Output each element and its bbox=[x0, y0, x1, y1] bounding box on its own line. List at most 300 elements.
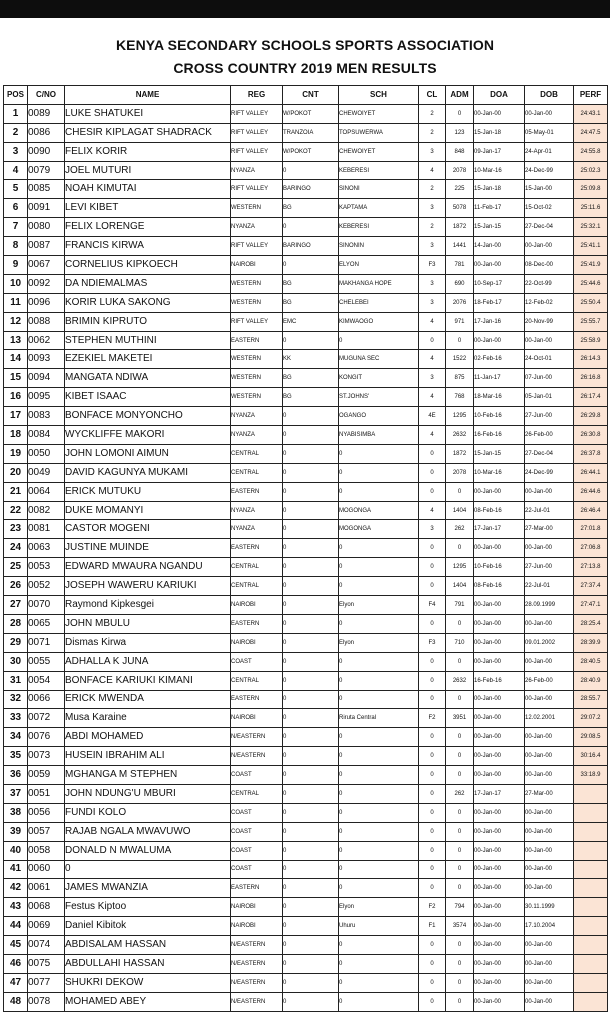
cell-cl: 0 bbox=[419, 954, 446, 973]
cell-name: HUSEIN IBRAHIM ALI bbox=[65, 747, 231, 766]
cell-perf: 29:08.5 bbox=[574, 728, 608, 747]
cell-perf: 28:40.5 bbox=[574, 652, 608, 671]
table-row bbox=[4, 369, 608, 388]
cell-doa: 00-Jan-00 bbox=[474, 747, 525, 766]
cell-cnt: BG bbox=[283, 293, 339, 312]
table-row bbox=[4, 463, 608, 482]
cell-adm: 0 bbox=[446, 936, 474, 955]
cell-dob: 26-Feb-00 bbox=[525, 426, 574, 445]
cell-dob: 27-Mar-00 bbox=[525, 520, 574, 539]
cell-sch: 0 bbox=[339, 766, 419, 785]
cell-cnt: BARINGO bbox=[283, 180, 339, 199]
cell-reg: WESTERN bbox=[231, 274, 283, 293]
cell-dob: 15-Jan-00 bbox=[525, 180, 574, 199]
cell-cno: 0074 bbox=[28, 936, 65, 955]
cell-cl: 3 bbox=[419, 142, 446, 161]
cell-dob: 05-May-01 bbox=[525, 123, 574, 142]
cell-cnt: 0 bbox=[283, 501, 339, 520]
cell-name: JUSTINE MUINDE bbox=[65, 539, 231, 558]
cell-sch: OGANGO bbox=[339, 407, 419, 426]
cell-cnt: 0 bbox=[283, 973, 339, 992]
cell-sch: 0 bbox=[339, 690, 419, 709]
cell-pos: 12 bbox=[4, 312, 28, 331]
cell-pos: 25 bbox=[4, 558, 28, 577]
table-row bbox=[4, 104, 608, 123]
cell-cl: 0 bbox=[419, 841, 446, 860]
table-row bbox=[4, 954, 608, 973]
cell-sch: ELYON bbox=[339, 256, 419, 275]
cell-name: JOHN NDUNG'U MBURI bbox=[65, 784, 231, 803]
cell-reg: CENTRAL bbox=[231, 444, 283, 463]
cell-doa: 00-Jan-00 bbox=[474, 331, 525, 350]
cell-perf: 26:44.1 bbox=[574, 463, 608, 482]
table-row bbox=[4, 766, 608, 785]
cell-cnt: 0 bbox=[283, 766, 339, 785]
table-row bbox=[4, 237, 608, 256]
cell-perf: 30:16.4 bbox=[574, 747, 608, 766]
cell-doa: 10-Mar-16 bbox=[474, 161, 525, 180]
cell-adm: 225 bbox=[446, 180, 474, 199]
cell-adm: 0 bbox=[446, 747, 474, 766]
cell-name: ABDISALAM HASSAN bbox=[65, 936, 231, 955]
table-row bbox=[4, 709, 608, 728]
cell-doa: 00-Jan-00 bbox=[474, 539, 525, 558]
cell-cnt: 0 bbox=[283, 917, 339, 936]
cell-dob: 08-Dec-00 bbox=[525, 256, 574, 275]
cell-cl: 0 bbox=[419, 728, 446, 747]
cell-cnt: 0 bbox=[283, 558, 339, 577]
cell-cl: 0 bbox=[419, 690, 446, 709]
cell-cl: 0 bbox=[419, 539, 446, 558]
cell-cno: 0072 bbox=[28, 709, 65, 728]
cell-cl: 3 bbox=[419, 369, 446, 388]
cell-cl: 0 bbox=[419, 784, 446, 803]
cell-pos: 19 bbox=[4, 444, 28, 463]
table-row bbox=[4, 407, 608, 426]
cell-cno: 0086 bbox=[28, 123, 65, 142]
cell-cnt: 0 bbox=[283, 520, 339, 539]
cell-adm: 2632 bbox=[446, 426, 474, 445]
cell-sch: 0 bbox=[339, 482, 419, 501]
cell-cno: 0067 bbox=[28, 256, 65, 275]
cell-sch: 0 bbox=[339, 992, 419, 1011]
cell-pos: 17 bbox=[4, 407, 28, 426]
cell-pos: 7 bbox=[4, 218, 28, 237]
cell-sch: 0 bbox=[339, 558, 419, 577]
cell-name: Musa Karaine bbox=[65, 709, 231, 728]
cell-doa: 00-Jan-00 bbox=[474, 992, 525, 1011]
cell-pos: 24 bbox=[4, 539, 28, 558]
cell-pos: 40 bbox=[4, 841, 28, 860]
cell-doa: 09-Jan-17 bbox=[474, 142, 525, 161]
cell-pos: 23 bbox=[4, 520, 28, 539]
cell-reg: N/EASTERN bbox=[231, 747, 283, 766]
cell-cno: 0049 bbox=[28, 463, 65, 482]
cell-name: DONALD N MWALUMA bbox=[65, 841, 231, 860]
cell-reg: NAIROBI bbox=[231, 917, 283, 936]
cell-cnt: W/POKOT bbox=[283, 104, 339, 123]
cell-doa: 00-Jan-00 bbox=[474, 841, 525, 860]
cell-dob: 00-Jan-00 bbox=[525, 728, 574, 747]
cell-pos: 6 bbox=[4, 199, 28, 218]
cell-name: EDWARD MWAURA NGANDU bbox=[65, 558, 231, 577]
cell-doa: 10-Sep-17 bbox=[474, 274, 525, 293]
cell-pos: 37 bbox=[4, 784, 28, 803]
cell-cno: 0065 bbox=[28, 614, 65, 633]
cell-cnt: BG bbox=[283, 274, 339, 293]
cell-name: KIBET ISAAC bbox=[65, 388, 231, 407]
cell-cnt: 0 bbox=[283, 482, 339, 501]
cell-dob: 07-Jun-00 bbox=[525, 369, 574, 388]
table-row bbox=[4, 784, 608, 803]
cell-sch: CHELEBEI bbox=[339, 293, 419, 312]
cell-reg: NAIROBI bbox=[231, 633, 283, 652]
cell-dob: 00-Jan-00 bbox=[525, 992, 574, 1011]
cell-cnt: BG bbox=[283, 199, 339, 218]
col-header-reg: REG bbox=[231, 86, 283, 105]
cell-sch: 0 bbox=[339, 954, 419, 973]
cell-dob: 30.11.1999 bbox=[525, 898, 574, 917]
cell-doa: 00-Jan-00 bbox=[474, 936, 525, 955]
cell-perf bbox=[574, 898, 608, 917]
cell-sch: NYABISIMBA bbox=[339, 426, 419, 445]
cell-doa: 00-Jan-00 bbox=[474, 633, 525, 652]
cell-cl: 4 bbox=[419, 501, 446, 520]
cell-cl: 0 bbox=[419, 614, 446, 633]
cell-name: 0 bbox=[65, 860, 231, 879]
table-row bbox=[4, 596, 608, 615]
cell-sch: Elyon bbox=[339, 633, 419, 652]
cell-cnt: W/POKOT bbox=[283, 142, 339, 161]
col-header-cnt: CNT bbox=[283, 86, 339, 105]
table-row bbox=[4, 917, 608, 936]
table-row bbox=[4, 180, 608, 199]
results-table bbox=[3, 85, 608, 1012]
cell-adm: 0 bbox=[446, 841, 474, 860]
cell-cnt: 0 bbox=[283, 879, 339, 898]
cell-doa: 10-Feb-16 bbox=[474, 407, 525, 426]
cell-cno: 0078 bbox=[28, 992, 65, 1011]
cell-adm: 875 bbox=[446, 369, 474, 388]
cell-doa: 15-Jan-15 bbox=[474, 444, 525, 463]
cell-reg: RIFT VALLEY bbox=[231, 237, 283, 256]
cell-reg: WESTERN bbox=[231, 388, 283, 407]
cell-cnt: 0 bbox=[283, 652, 339, 671]
cell-dob: 00-Jan-00 bbox=[525, 690, 574, 709]
cell-cnt: 0 bbox=[283, 331, 339, 350]
cell-dob: 22-Oct-99 bbox=[525, 274, 574, 293]
cell-cnt: 0 bbox=[283, 407, 339, 426]
cell-pos: 41 bbox=[4, 860, 28, 879]
cell-reg: WESTERN bbox=[231, 350, 283, 369]
cell-reg: RIFT VALLEY bbox=[231, 180, 283, 199]
cell-cl: 0 bbox=[419, 992, 446, 1011]
cell-name: ERICK MUTUKU bbox=[65, 482, 231, 501]
cell-cno: 0073 bbox=[28, 747, 65, 766]
cell-name: STEPHEN MUTHINI bbox=[65, 331, 231, 350]
cell-adm: 0 bbox=[446, 860, 474, 879]
cell-pos: 14 bbox=[4, 350, 28, 369]
cell-perf: 25:44.6 bbox=[574, 274, 608, 293]
cell-sch: 0 bbox=[339, 614, 419, 633]
cell-cnt: 0 bbox=[283, 822, 339, 841]
cell-dob: 00-Jan-00 bbox=[525, 331, 574, 350]
cell-reg: EASTERN bbox=[231, 482, 283, 501]
cell-cl: 3 bbox=[419, 520, 446, 539]
cell-reg: N/EASTERN bbox=[231, 992, 283, 1011]
page-subtitle: CROSS COUNTRY 2019 MEN RESULTS bbox=[173, 60, 437, 76]
cell-dob: 24-Oct-01 bbox=[525, 350, 574, 369]
cell-cno: 0096 bbox=[28, 293, 65, 312]
cell-doa: 15-Jan-18 bbox=[474, 123, 525, 142]
cell-cno: 0054 bbox=[28, 671, 65, 690]
cell-cl: 3 bbox=[419, 293, 446, 312]
cell-adm: 2076 bbox=[446, 293, 474, 312]
table-row bbox=[4, 539, 608, 558]
cell-perf: 24:55.8 bbox=[574, 142, 608, 161]
cell-dob: 17.10.2004 bbox=[525, 917, 574, 936]
cell-name: ABDI MOHAMED bbox=[65, 728, 231, 747]
cell-name: BONFACE KARIUKI KIMANI bbox=[65, 671, 231, 690]
cell-dob: 28.09.1999 bbox=[525, 596, 574, 615]
cell-pos: 8 bbox=[4, 237, 28, 256]
cell-sch: Elyon bbox=[339, 898, 419, 917]
cell-perf: 27:06.8 bbox=[574, 539, 608, 558]
cell-adm: 0 bbox=[446, 652, 474, 671]
cell-sch: 0 bbox=[339, 936, 419, 955]
table-row bbox=[4, 690, 608, 709]
cell-adm: 0 bbox=[446, 822, 474, 841]
cell-adm: 1441 bbox=[446, 237, 474, 256]
cell-perf bbox=[574, 936, 608, 955]
cell-pos: 32 bbox=[4, 690, 28, 709]
cell-cl: F4 bbox=[419, 596, 446, 615]
cell-cl: F1 bbox=[419, 917, 446, 936]
cell-reg: NYANZA bbox=[231, 426, 283, 445]
cell-pos: 10 bbox=[4, 274, 28, 293]
cell-adm: 781 bbox=[446, 256, 474, 275]
cell-cnt: BG bbox=[283, 388, 339, 407]
cell-name: ERICK MWENDA bbox=[65, 690, 231, 709]
cell-reg: WESTERN bbox=[231, 199, 283, 218]
cell-reg: RIFT VALLEY bbox=[231, 312, 283, 331]
cell-cl: F3 bbox=[419, 633, 446, 652]
cell-adm: 710 bbox=[446, 633, 474, 652]
table-row bbox=[4, 256, 608, 275]
cell-adm: 3574 bbox=[446, 917, 474, 936]
cell-doa: 00-Jan-00 bbox=[474, 822, 525, 841]
cell-doa: 00-Jan-00 bbox=[474, 766, 525, 785]
cell-reg: EASTERN bbox=[231, 331, 283, 350]
cell-cno: 0070 bbox=[28, 596, 65, 615]
cell-cnt: 0 bbox=[283, 841, 339, 860]
cell-name: SHUKRI DEKOW bbox=[65, 973, 231, 992]
cell-sch: 0 bbox=[339, 577, 419, 596]
cell-perf bbox=[574, 954, 608, 973]
cell-adm: 0 bbox=[446, 954, 474, 973]
cell-cnt: 0 bbox=[283, 614, 339, 633]
cell-cl: 0 bbox=[419, 444, 446, 463]
cell-dob: 00-Jan-00 bbox=[525, 973, 574, 992]
cell-cl: 0 bbox=[419, 577, 446, 596]
cell-doa: 00-Jan-00 bbox=[474, 596, 525, 615]
cell-adm: 262 bbox=[446, 520, 474, 539]
cell-doa: 00-Jan-00 bbox=[474, 728, 525, 747]
cell-adm: 1295 bbox=[446, 407, 474, 426]
cell-name: DAVID KAGUNYA MUKAMI bbox=[65, 463, 231, 482]
cell-perf: 28:55.7 bbox=[574, 690, 608, 709]
cell-doa: 14-Jan-00 bbox=[474, 237, 525, 256]
cell-doa: 00-Jan-00 bbox=[474, 898, 525, 917]
cell-reg: COAST bbox=[231, 822, 283, 841]
cell-cl: 0 bbox=[419, 652, 446, 671]
table-row bbox=[4, 501, 608, 520]
cell-perf: 26:14.3 bbox=[574, 350, 608, 369]
cell-reg: WESTERN bbox=[231, 369, 283, 388]
cell-cno: 0069 bbox=[28, 917, 65, 936]
cell-perf bbox=[574, 784, 608, 803]
cell-name: CHESIR KIPLAGAT SHADRACK bbox=[65, 123, 231, 142]
cell-reg: COAST bbox=[231, 766, 283, 785]
cell-adm: 3951 bbox=[446, 709, 474, 728]
cell-sch: Riruta Central bbox=[339, 709, 419, 728]
cell-dob: 05-Jan-01 bbox=[525, 388, 574, 407]
cell-name: Raymond Kipkesgei bbox=[65, 596, 231, 615]
cell-cnt: 0 bbox=[283, 860, 339, 879]
cell-cnt: 0 bbox=[283, 898, 339, 917]
cell-cno: 0058 bbox=[28, 841, 65, 860]
cell-perf: 25:32.1 bbox=[574, 218, 608, 237]
cell-sch: 0 bbox=[339, 784, 419, 803]
cell-cl: 4 bbox=[419, 312, 446, 331]
cell-perf: 25:50.4 bbox=[574, 293, 608, 312]
cell-name: Dismas Kirwa bbox=[65, 633, 231, 652]
cell-cnt: 0 bbox=[283, 784, 339, 803]
cell-doa: 00-Jan-00 bbox=[474, 860, 525, 879]
cell-cl: 4 bbox=[419, 388, 446, 407]
cell-doa: 00-Jan-00 bbox=[474, 652, 525, 671]
cell-name: LEVI KIBET bbox=[65, 199, 231, 218]
cell-sch: MAKHANGA HOPE bbox=[339, 274, 419, 293]
cell-adm: 5078 bbox=[446, 199, 474, 218]
cell-sch: 0 bbox=[339, 973, 419, 992]
cell-perf bbox=[574, 879, 608, 898]
cell-adm: 0 bbox=[446, 539, 474, 558]
cell-reg: COAST bbox=[231, 841, 283, 860]
table-row bbox=[4, 973, 608, 992]
table-row bbox=[4, 520, 608, 539]
table-row bbox=[4, 388, 608, 407]
cell-name: JOHN LOMONI AIMUN bbox=[65, 444, 231, 463]
cell-doa: 15-Jan-18 bbox=[474, 180, 525, 199]
cell-sch: 0 bbox=[339, 841, 419, 860]
cell-dob: 00-Jan-00 bbox=[525, 614, 574, 633]
cell-cl: 2 bbox=[419, 180, 446, 199]
table-row bbox=[4, 161, 608, 180]
cell-adm: 1872 bbox=[446, 218, 474, 237]
cell-sch: KEBERESI bbox=[339, 161, 419, 180]
cell-cno: 0081 bbox=[28, 520, 65, 539]
cell-cno: 0055 bbox=[28, 652, 65, 671]
cell-name: LUKE SHATUKEI bbox=[65, 104, 231, 123]
cell-cl: 0 bbox=[419, 803, 446, 822]
cell-cno: 0085 bbox=[28, 180, 65, 199]
cell-adm: 0 bbox=[446, 973, 474, 992]
cell-dob: 00-Jan-00 bbox=[525, 860, 574, 879]
cell-perf: 25:11.6 bbox=[574, 199, 608, 218]
page-title: KENYA SECONDARY SCHOOLS SPORTS ASSOCIATION bbox=[115, 37, 495, 53]
cell-pos: 42 bbox=[4, 879, 28, 898]
cell-adm: 768 bbox=[446, 388, 474, 407]
cell-dob: 26-Feb-00 bbox=[525, 671, 574, 690]
table-row bbox=[4, 558, 608, 577]
cell-cno: 0075 bbox=[28, 954, 65, 973]
cell-cl: 2 bbox=[419, 104, 446, 123]
cell-cno: 0066 bbox=[28, 690, 65, 709]
cell-doa: 00-Jan-00 bbox=[474, 482, 525, 501]
cell-pos: 21 bbox=[4, 482, 28, 501]
cell-name: ABDULLAHI HASSAN bbox=[65, 954, 231, 973]
cell-cl: 3 bbox=[419, 237, 446, 256]
cell-name: Festus Kiptoo bbox=[65, 898, 231, 917]
cell-perf: 26:30.8 bbox=[574, 426, 608, 445]
cell-cnt: 0 bbox=[283, 747, 339, 766]
cell-cl: 0 bbox=[419, 879, 446, 898]
cell-reg: RIFT VALLEY bbox=[231, 104, 283, 123]
cell-perf: 28:39.9 bbox=[574, 633, 608, 652]
cell-dob: 00-Jan-00 bbox=[525, 879, 574, 898]
cell-pos: 1 bbox=[4, 104, 28, 123]
cell-reg: NYANZA bbox=[231, 407, 283, 426]
cell-doa: 00-Jan-00 bbox=[474, 709, 525, 728]
cell-perf: 24:43.1 bbox=[574, 104, 608, 123]
table-row bbox=[4, 350, 608, 369]
cell-sch: Uhuru bbox=[339, 917, 419, 936]
cell-cno: 0071 bbox=[28, 633, 65, 652]
cell-cno: 0083 bbox=[28, 407, 65, 426]
cell-cnt: 0 bbox=[283, 633, 339, 652]
cell-perf: 26:17.4 bbox=[574, 388, 608, 407]
cell-pos: 22 bbox=[4, 501, 28, 520]
cell-dob: 00-Jan-00 bbox=[525, 237, 574, 256]
cell-sch: 0 bbox=[339, 444, 419, 463]
table-row bbox=[4, 199, 608, 218]
cell-cnt: EMC bbox=[283, 312, 339, 331]
table-row bbox=[4, 312, 608, 331]
cell-adm: 0 bbox=[446, 992, 474, 1011]
cell-adm: 0 bbox=[446, 879, 474, 898]
cell-doa: 00-Jan-00 bbox=[474, 879, 525, 898]
cell-adm: 2632 bbox=[446, 671, 474, 690]
col-header-sch: SCH bbox=[339, 86, 419, 105]
cell-cnt: BARINGO bbox=[283, 237, 339, 256]
cell-name: DUKE MOMANYI bbox=[65, 501, 231, 520]
cell-adm: 690 bbox=[446, 274, 474, 293]
cell-doa: 00-Jan-00 bbox=[474, 690, 525, 709]
cell-cl: 3 bbox=[419, 274, 446, 293]
cell-cl: 0 bbox=[419, 671, 446, 690]
cell-adm: 0 bbox=[446, 614, 474, 633]
cell-adm: 2078 bbox=[446, 463, 474, 482]
cell-cnt: 0 bbox=[283, 728, 339, 747]
cell-cl: 0 bbox=[419, 766, 446, 785]
cell-doa: 18-Mar-16 bbox=[474, 388, 525, 407]
cell-adm: 0 bbox=[446, 331, 474, 350]
col-header-dob: DOB bbox=[525, 86, 574, 105]
cell-pos: 2 bbox=[4, 123, 28, 142]
cell-doa: 02-Feb-16 bbox=[474, 350, 525, 369]
cell-sch: ST.JOHNS' bbox=[339, 388, 419, 407]
